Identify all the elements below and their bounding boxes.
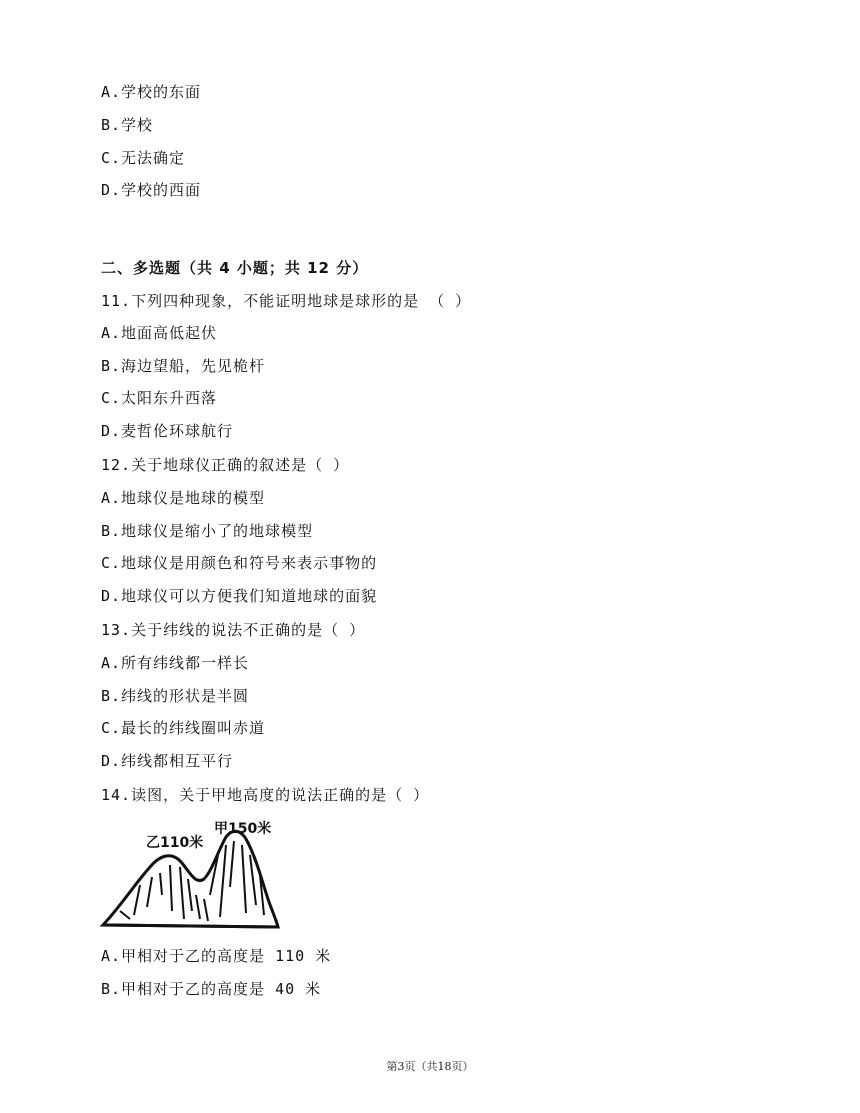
q13-option-c: C.最长的纬线圈叫赤道: [101, 719, 266, 737]
q13-option-d: D.纬线都相互平行: [101, 752, 234, 770]
q11-option-c: C.太阳东升西落: [101, 389, 218, 407]
q11-option-b: B.海边望船，先见桅杆: [101, 357, 266, 375]
q11-option-a: A.地面高低起伏: [101, 324, 218, 342]
q10-option-d: D.学校的西面: [101, 181, 202, 199]
q14-option-a: A.甲相对于乙的高度是 110 米: [101, 947, 332, 965]
q14-option-b: B.甲相对于乙的高度是 40 米: [101, 980, 322, 998]
q13-stem: 13.关于纬线的说法不正确的是（ ）: [101, 621, 366, 639]
q12-stem: 12.关于地球仪正确的叙述是（ ）: [101, 456, 350, 474]
q13-option-b: B.纬线的形状是半圆: [101, 687, 250, 705]
peak-label-jia: 甲150米: [214, 821, 272, 837]
mountain-figure: [100, 815, 282, 933]
q12-option-a: A.地球仪是地球的模型: [101, 489, 266, 507]
q14-stem: 14.读图，关于甲地高度的说法正确的是（ ）: [101, 786, 430, 804]
q11-stem: 11.下列四种现象，不能证明地球是球形的是 （ ）: [101, 292, 472, 310]
q12-option-b: B.地球仪是缩小了的地球模型: [101, 522, 314, 540]
q10-option-b: B.学校: [101, 116, 154, 134]
q10-option-c: C.无法确定: [101, 149, 186, 167]
q11-option-d: D.麦哲伦环球航行: [101, 422, 234, 440]
peak-label-yi: 乙110米: [146, 835, 204, 851]
q10-option-a: A.学校的东面: [101, 83, 202, 101]
q13-option-a: A.所有纬线都一样长: [101, 654, 250, 672]
q12-option-c: C.地球仪是用颜色和符号来表示事物的: [101, 554, 378, 572]
q12-option-d: D.地球仪可以方便我们知道地球的面貌: [101, 587, 378, 605]
page-footer: 第3页（共18页）: [386, 1060, 474, 1073]
section-heading: 二、多选题（共 4 小题；共 12 分）: [101, 259, 369, 277]
